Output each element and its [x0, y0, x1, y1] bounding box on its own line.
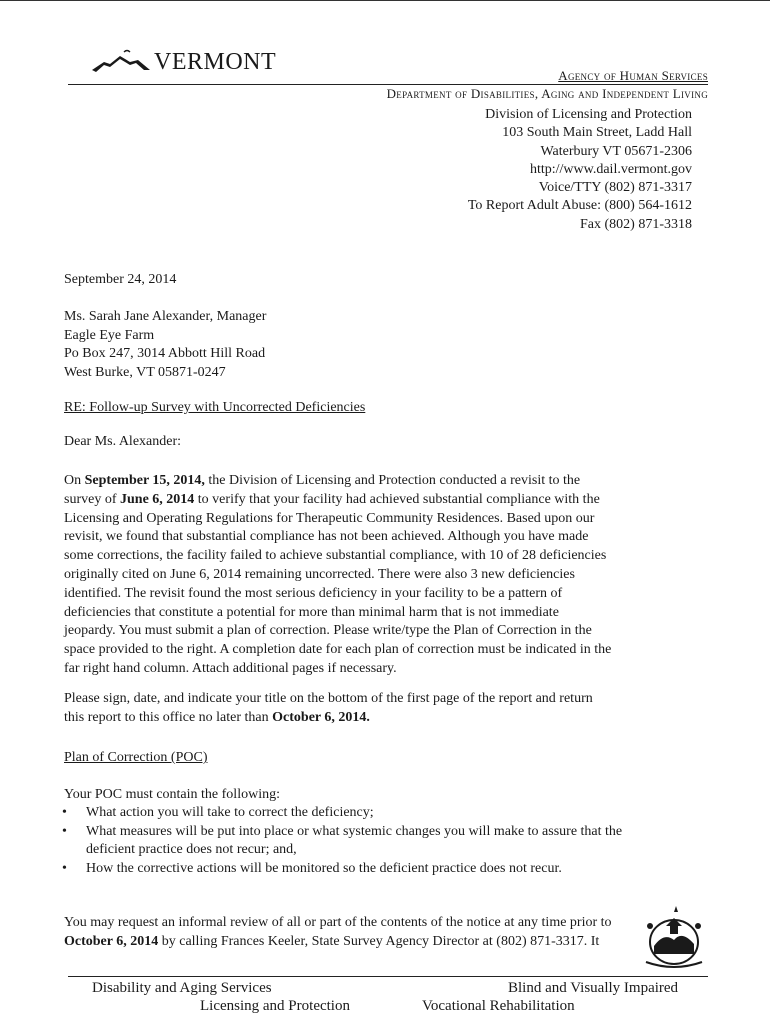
- text-line: jeopardy. You must submit a plan of correction. Please write/type the Plan of Correction in the: [64, 623, 592, 639]
- footer-dept-das: Disability and Aging Services: [92, 980, 272, 996]
- text-line: far right hand column. Attach additional pages if necessary.: [64, 660, 397, 676]
- department-name: Department of Disabilities, Aging and Independent Living: [386, 86, 708, 101]
- text-run: by calling Frances Keeler, State Survey Agency Director at (802) 871-3317. It: [158, 933, 600, 949]
- survey-date: June 6, 2014: [120, 491, 195, 507]
- bullet-icon: •: [62, 823, 67, 839]
- header-rule: [68, 84, 708, 85]
- poc-heading: Plan of Correction (POC): [64, 750, 208, 765]
- recipient-address: [64, 308, 266, 382]
- division-name: Division of Licensing and Protection: [485, 107, 692, 122]
- recipient-line: Eagle Eye Farm: [64, 327, 155, 343]
- contact-block: [468, 106, 692, 234]
- footer-rule: [68, 976, 708, 977]
- abuse-hotline: To Report Adult Abuse: (800) 564-1612: [467, 198, 692, 214]
- deadline-date: October 6, 2014: [64, 933, 159, 949]
- website: http://www.dail.vermont.gov: [529, 161, 692, 177]
- state-seal-icon: [636, 904, 708, 975]
- list-item-text: What action you will take to correct the deficiency;: [86, 805, 374, 820]
- text-run: this report to this office no later than: [64, 709, 273, 725]
- text-run: survey of: [64, 491, 120, 507]
- poc-intro: Your POC must contain the following:: [64, 787, 280, 802]
- list-item: [62, 823, 702, 842]
- recipient-line: Ms. Sarah Jane Alexander, Manager: [64, 309, 267, 324]
- bullet-icon: •: [62, 860, 67, 876]
- subject-line: RE: Follow-up Survey with Uncorrected Deficiencies: [64, 400, 366, 415]
- salutation: Dear Ms. Alexander:: [64, 434, 182, 449]
- text-line: deficiencies that constitute a potential for more than minimal harm that is not immediate: [64, 604, 559, 620]
- fax: Fax (802) 871-3318: [580, 216, 692, 232]
- list-item-text: How the corrective actions will be monitored so the deficient practice does not recur.: [86, 860, 562, 876]
- text-line: space provided to the right. A completion date for each plan of correction must be indicated in the: [64, 642, 612, 658]
- text-line: revisit, we found that substantial compliance has not been achieved. Although you have made: [64, 529, 589, 545]
- paragraph-review: [64, 914, 612, 952]
- bullet-icon: •: [62, 805, 67, 820]
- revisit-date: September 15, 2014,: [84, 473, 205, 488]
- due-date: October 6, 2014.: [272, 709, 370, 725]
- state-name: VERMONT: [154, 49, 277, 75]
- paragraph-findings: [64, 472, 611, 679]
- text-line: originally cited on June 6, 2014 remaining uncorrected. There were also 3 new deficiencies: [64, 566, 575, 582]
- text-line: some corrections, the facility failed to achieve substantial compliance, with 10 of 28 deficiencies: [64, 548, 607, 564]
- list-item-continuation: deficient practice does not recur; and,: [86, 842, 297, 857]
- agency-name: Agency of Human Services: [558, 68, 708, 83]
- text-run: the Division of Licensing and Protection conducted a revisit to the: [204, 473, 581, 488]
- text-line: Please sign, date, and indicate your title on the bottom of the first page of the report and return: [64, 691, 593, 706]
- text-line: You may request an informal review of all or part of the contents of the notice at any time prior to: [64, 915, 612, 930]
- street-address: 103 South Main Street, Ladd Hall: [502, 125, 692, 141]
- footer-dept-dlp: Licensing and Protection: [200, 998, 350, 1014]
- vermont-logo: [90, 48, 276, 74]
- list-item-text: What measures will be put into place or what systemic changes you will make to assure that the: [86, 823, 623, 839]
- voice-tty: Voice/TTY (802) 871-3317: [538, 180, 692, 196]
- text-line: identified. The revisit found the most serious deficiency in your facility to be a pattern of: [64, 585, 563, 601]
- list-item: [62, 804, 702, 823]
- city-state-zip: Waterbury VT 05671-2306: [540, 143, 692, 159]
- recipient-line: Po Box 247, 3014 Abbott Hill Road: [64, 346, 266, 361]
- top-border: [0, 0, 770, 4]
- mountain-logo-icon: [90, 48, 152, 74]
- text-run: On: [64, 473, 85, 488]
- text-run: to verify that your facility had achieved substantial compliance with the: [194, 491, 600, 507]
- list-item: [62, 860, 702, 879]
- footer-dept-dvr: Vocational Rehabilitation: [422, 998, 575, 1014]
- recipient-line: West Burke, VT 05871-0247: [64, 364, 226, 380]
- paragraph-return: [64, 690, 593, 728]
- footer-dept-dbvi: Blind and Visually Impaired: [508, 980, 679, 996]
- text-line: Licensing and Operating Regulations for Therapeutic Community Residences. Based upon our: [64, 510, 595, 526]
- letter-date: September 24, 2014: [64, 272, 177, 287]
- poc-list: [62, 804, 702, 878]
